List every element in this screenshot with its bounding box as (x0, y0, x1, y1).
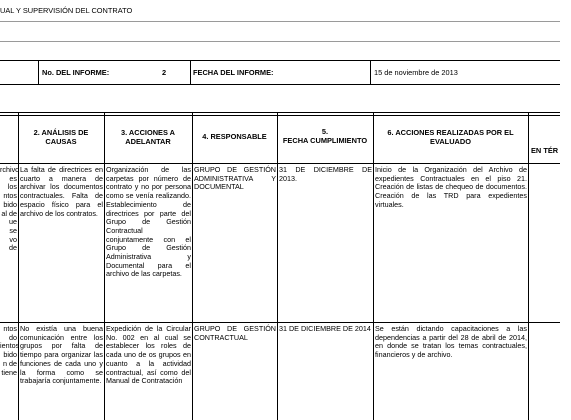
row1-performed: Inicio de la Organización del Archivo de expedientes Contractuales en el piso 21. Creación de listas de chequeo de documentos. Creación de las TRD para expedientes virtuales. (375, 165, 527, 209)
column-divider (277, 112, 278, 420)
row1-analysis: La falta de directrices en cuarto a manera de archivar los documentos contractuales. Falta de espacio físico para el archivo de los contratos. (20, 165, 103, 218)
sheet-gridline (0, 41, 560, 42)
fragment: ue se (9, 217, 17, 235)
report-row-top-border (0, 60, 560, 61)
sheet-gridline (0, 21, 560, 22)
report-divider (190, 60, 191, 84)
report-date-label: FECHA DEL INFORME: (193, 68, 274, 77)
column-divider (192, 112, 193, 420)
report-divider (370, 60, 371, 84)
header-bottom-border (0, 163, 560, 164)
column-divider (18, 112, 19, 420)
fragment: es los (7, 173, 17, 192)
header-analysis: 2. ANÁLISIS DE CAUSAS (33, 128, 89, 146)
fragment: ientos (0, 341, 20, 351)
fragment: bido (3, 350, 17, 360)
header-performed: 6. ACCIONES REALIZADAS POR EL EVALUADO (387, 128, 514, 146)
row2-performed: Se están dictando capacitaciones a las dependencias a partir del 28 de abril de 2014, en donde se tratan los temas contractuales, financieros y de archivo. (375, 324, 527, 360)
row2-responsible: GRUPO DE GESTIÓN CONTRACTUAL (194, 324, 276, 342)
report-number-label: No. DEL INFORME: (42, 68, 110, 77)
header-cut-off: EN TÉR (531, 146, 559, 155)
fragment: vo de (9, 234, 17, 253)
fragment: al de (1, 208, 17, 218)
header-date-number: 5. (321, 127, 329, 136)
column-divider (373, 112, 374, 420)
row2-date: 31 DE DICIEMBRE DE 2014 (279, 324, 371, 333)
row1-responsible: GRUPO DE GESTIÓN ADMINISTRATIVA Y DOCUMENTAL (194, 165, 276, 192)
header-date-label: FECHA CUMPLIMIENTO (282, 136, 368, 145)
fragment: bido (3, 199, 17, 209)
row1-actions: Organización de las carpetas por número de contrato y no por persona como se venía realizando. Establecimiento de directrices por parte del Grupo de Gestión Contractual conjuntamente con el Grupo de Gestión Administrativa y Documental para el archivo de las carpetas. (106, 165, 191, 279)
row1-date: 31 DE DICIEMBRE DE 2013. (279, 165, 372, 183)
fragment: ntos (3, 324, 17, 333)
row1-left-fragments (0, 165, 20, 253)
fragment: ntos (3, 191, 17, 201)
table-top-border (0, 112, 560, 113)
column-divider (104, 112, 105, 420)
fragment: do (9, 332, 17, 342)
row2-actions: Expedición de la Circular No. 002 en al cual se establecer los roles de cada uno de os grupos en cuanto a la actividad contractual, así como del Manual de Contratación (106, 324, 191, 386)
report-row-bottom-border (0, 84, 560, 85)
document-title: UAL Y SUPERVISIÓN DEL CONTRATO (0, 6, 133, 15)
fragment: rchivo (0, 165, 20, 174)
fragment: n de (3, 358, 17, 368)
header-actions: 3. ACCIONES A ADELANTAR (120, 128, 176, 146)
report-number-value: 2 (162, 68, 167, 77)
report-divider (38, 60, 39, 84)
row2-left-fragments (0, 324, 20, 377)
row2-analysis: No existía una buena comunicación entre los grupos por falta de tiempo para organizar las funciones de cada uno y la forma como se trabajaría conjuntamente. (20, 324, 103, 386)
table-top-border-double (0, 115, 560, 116)
fragment: tiene (1, 367, 17, 377)
column-divider (528, 112, 529, 420)
row-separator (0, 322, 560, 323)
report-date-value: 15 de noviembre de 2013 (374, 68, 458, 77)
header-responsible: 4. RESPONSABLE (202, 132, 267, 141)
